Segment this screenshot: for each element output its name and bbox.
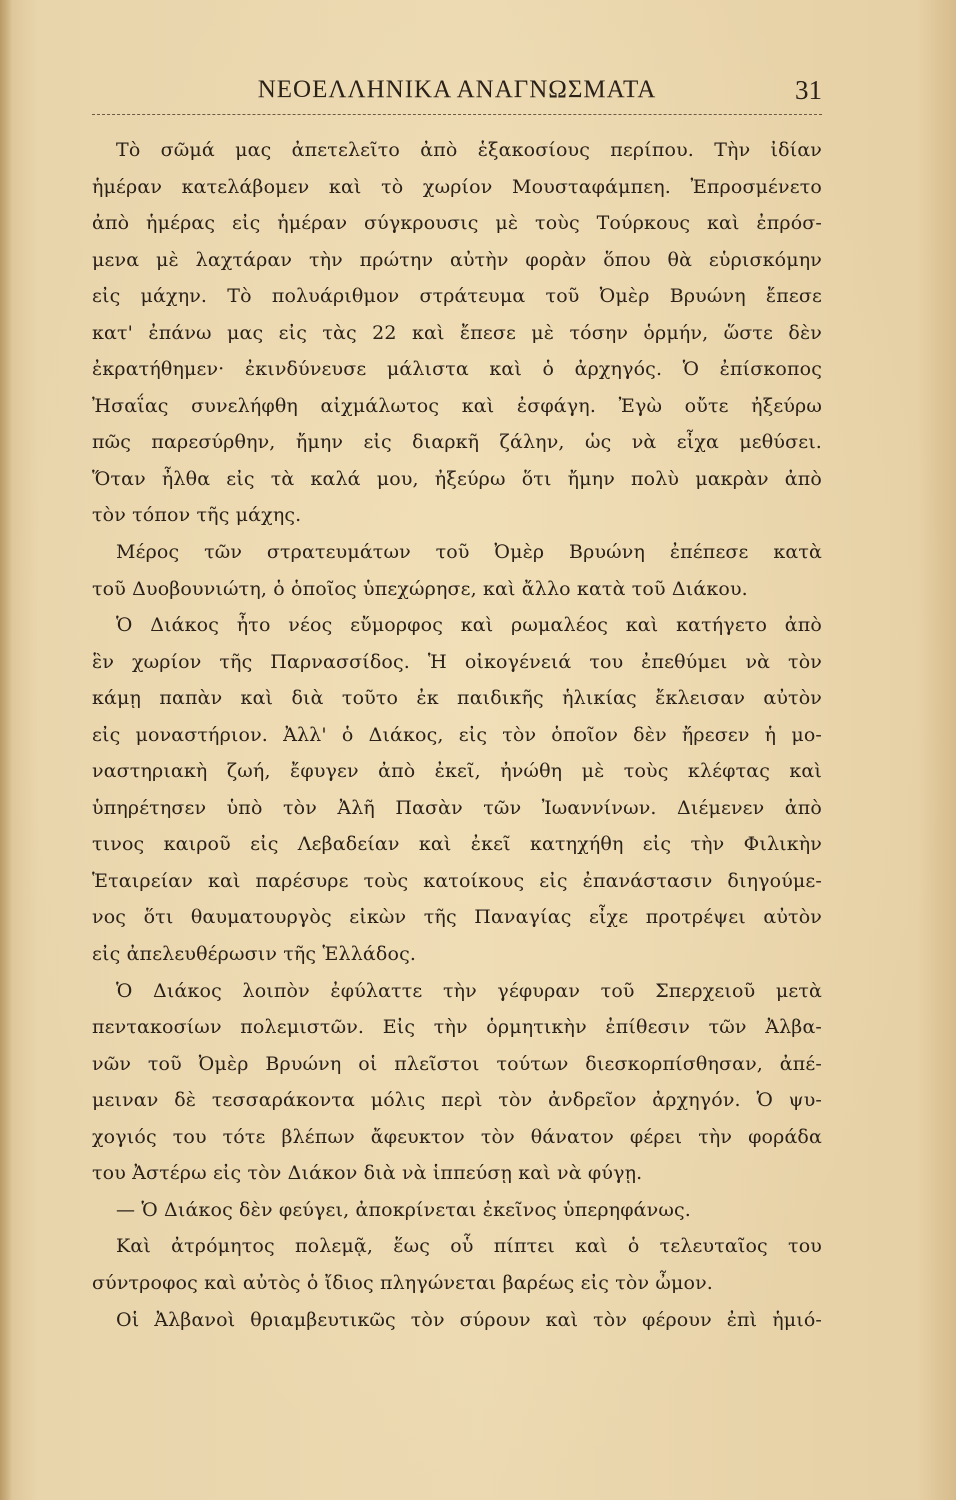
- text-line: εἰς μάχην. Τὸ πολυάριθμον στράτευμα τοῦ Ὀμὲρ Βρυώνη ἔπεσε: [92, 285, 822, 308]
- header-rule: [92, 114, 822, 115]
- text-line: τινος καιροῦ εἰς Λεβαδείαν καὶ ἐκεῖ κατηχήθη εἰς τὴν Φιλικὴν: [92, 833, 822, 856]
- text-line: Οἱ Ἀλβανοὶ θριαμβευτικῶς τὸν σύρουν καὶ τὸν φέρουν ἐπὶ ἡμιό-: [116, 1308, 822, 1331]
- text-line: σύντροφος καὶ αὐτὸς ὁ ἴδιος πληγώνεται βαρέως εἰς τὸν ὦμον.: [92, 1271, 713, 1294]
- page-header: [92, 72, 822, 108]
- running-title: ΝΕΟΕΛΛΗΝΙΚΑ ΑΝΑΓΝΩΣΜΑΤΑ: [257, 76, 657, 103]
- text-line: — Ὁ Διάκος δὲν φεύγει, ἀποκρίνεται ἐκεῖνος ὑπερηφάνως.: [116, 1198, 691, 1221]
- text-line: ἐκρατήθημεν· ἐκινδύνευσε μάλιστα καὶ ὁ ἀρχηγός. Ὁ ἐπίσκοπος: [92, 358, 822, 381]
- text-line: εἰς ἀπελευθέρωσιν τῆς Ἑλλάδος.: [92, 943, 417, 966]
- text-line: Τὸ σῶμά μας ἀπετελεῖτο ἀπὸ ἑξακοσίους περίπου. Τὴν ἰδίαν: [116, 139, 822, 161]
- text-line: τοῦ Δυοβουνιώτη, ὁ ὁποῖος ὑπεχώρησε, καὶ ἄλλο κατὰ τοῦ Διάκου.: [92, 577, 748, 600]
- text-line: χογιός του τότε βλέπων ἄφευκτον τὸν θάνατον φέρει τὴν φοράδα: [92, 1125, 822, 1148]
- page-number: 31: [795, 75, 822, 105]
- body-text: [92, 132, 822, 1338]
- text-line: πῶς παρεσύρθην, ἤμην εἰς διαρκῆ ζάλην, ὡς νὰ εἶχα μεθύσει.: [92, 431, 822, 454]
- text-line: Μέρος τῶν στρατευμάτων τοῦ Ὀμὲρ Βρυώνη ἐπέπεσε κατὰ: [116, 541, 822, 564]
- text-line: Ὁ Διάκος λοιπὸν ἐφύλαττε τὴν γέφυραν τοῦ Σπερχειοῦ μετὰ: [116, 979, 822, 1002]
- text-line: τὸν τόπον τῆς μάχης.: [92, 504, 302, 527]
- text-line: Ὅταν ἦλθα εἰς τὰ καλά μου, ἠξεύρω ὅτι ἤμην πολὺ μακρὰν ἀπὸ: [92, 467, 822, 490]
- text-line: Ὁ Διάκος ἦτο νέος εὔμορφος καὶ ρωμαλέος καὶ κατήγετο ἀπὸ: [116, 614, 822, 637]
- text-line: Ἠσαΐας συνελήφθη αἰχμάλωτος καὶ ἐσφάγη. Ἐγὼ οὔτε ἠξεύρω: [92, 394, 822, 417]
- text-line: ναστηριακὴ ζωή, ἔφυγεν ἀπὸ ἐκεῖ, ἠνώθη μὲ τοὺς κλέφτας καὶ: [92, 760, 822, 783]
- text-line: μειναν δὲ τεσσαράκοντα μόλις περὶ τὸν ἀνδρεῖον ἀρχηγόν. Ὁ ψυ-: [92, 1089, 822, 1112]
- page-spine-shadow: [0, 0, 12, 1500]
- text-line: νῶν τοῦ Ὀμὲρ Βρυώνη οἱ πλεῖστοι τούτων διεσκορπίσθησαν, ἀπέ-: [92, 1052, 822, 1075]
- text-line: ἓν χωρίον τῆς Παρνασσίδος. Ἡ οἰκογένειά του ἐπεθύμει νὰ τὸν: [92, 650, 822, 673]
- text-line: ἡμέραν κατελάβομεν καὶ τὸ χωρίον Μουσταφάμπεη. Ἐπροσμένετο: [92, 175, 822, 198]
- text-line: κάμῃ παπὰν καὶ διὰ τοῦτο ἐκ παιδικῆς ἡλικίας ἔκλεισαν αὐτὸν: [92, 687, 822, 710]
- text-line: μενα μὲ λαχτάραν τὴν πρώτην αὐτὴν φορὰν ὅπου θὰ εὑρισκόμην: [92, 248, 822, 271]
- text-line: πεντακοσίων πολεμιστῶν. Εἰς τὴν ὁρμητικὴν ἐπίθεσιν τῶν Ἀλβα-: [92, 1016, 822, 1039]
- text-line: νος ὅτι θαυματουργὸς εἰκὼν τῆς Παναγίας εἶχε προτρέψει αὐτὸν: [92, 906, 822, 929]
- text-line: εἰς μοναστήριον. Ἀλλ' ὁ Διάκος, εἰς τὸν ὁποῖον δὲν ἤρεσεν ἡ μο-: [92, 723, 822, 746]
- text-line: Ἑταιρείαν καὶ παρέσυρε τοὺς κατοίκους εἰς ἐπανάστασιν διηγούμε-: [92, 869, 822, 892]
- text-line: κατ' ἐπάνω μας εἰς τὰς 22 καὶ ἔπεσε μὲ τόσην ὁρμήν, ὥστε δὲν: [92, 321, 822, 344]
- text-line: του Ἀστέρω εἰς τὸν Διάκον διὰ νὰ ἱππεύσῃ καὶ νὰ φύγῃ.: [92, 1162, 643, 1185]
- text-line: ἀπὸ ἡμέρας εἰς ἡμέραν σύγκρουσις μὲ τοὺς Τούρκους καὶ ἐπρόσ-: [92, 212, 822, 235]
- text-line: Καὶ ἀτρόμητος πολεμᾷ, ἕως οὗ πίπτει καὶ ὁ τελευταῖος του: [116, 1235, 822, 1258]
- text-line: ὑπηρέτησεν ὑπὸ τὸν Ἀλῆ Πασὰν τῶν Ἰωαννίνων. Διέμενεν ἀπὸ: [92, 796, 822, 819]
